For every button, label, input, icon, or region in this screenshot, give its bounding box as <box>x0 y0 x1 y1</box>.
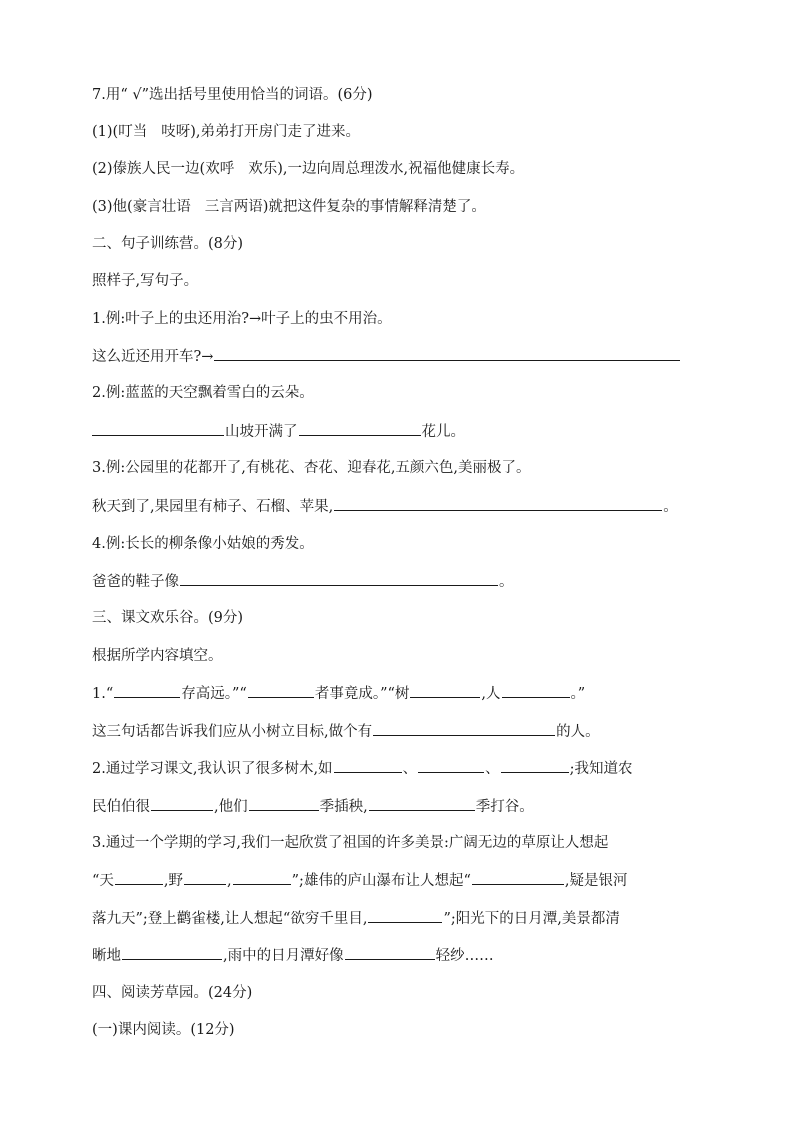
answer-blank[interactable] <box>334 495 662 511</box>
answer-blank[interactable] <box>369 795 475 811</box>
section2-task-1 <box>92 345 681 367</box>
answer-blank[interactable] <box>345 944 435 960</box>
answer-blank[interactable] <box>92 420 224 436</box>
q3-line2-text-a: “天 <box>92 873 114 889</box>
q3-line3-text-a: 落九天”;登上鹳雀楼,让人想起“欲穷千里目, <box>92 911 368 927</box>
q1-part-d: ,人 <box>481 686 501 702</box>
q1-part-b: 存高远。”“ <box>181 686 247 702</box>
section3-q3-line4 <box>92 944 494 966</box>
q3-line3-text-b: ”;阳光下的日月潭,美景都清 <box>443 911 620 927</box>
q3-line2-text-b: ,野 <box>163 873 184 889</box>
task-1-prompt: 这么近还用开车?→ <box>92 349 214 365</box>
section3-q2 <box>92 757 632 779</box>
task-2-text-b: 花儿。 <box>421 424 465 440</box>
answer-blank[interactable] <box>184 869 226 885</box>
task-4-text-b: 。 <box>499 574 514 590</box>
q3-line4-text-c: 轻纱…… <box>435 948 494 964</box>
answer-blank[interactable] <box>472 869 564 885</box>
answer-blank[interactable] <box>501 757 569 773</box>
answer-blank[interactable] <box>299 420 421 436</box>
q1-line2-text-b: 的人。 <box>556 724 600 740</box>
answer-blank[interactable] <box>151 795 213 811</box>
q1-part-e: 。” <box>570 686 586 702</box>
q3-line2-text-c: , <box>227 873 232 889</box>
section3-q3-line1: 3.通过一个学期的学习,我们一起欣赏了祖国的许多美景:广阔无边的草原让人想起 <box>92 835 609 851</box>
section2-example-3: 3.例:公园里的花都开了,有桃花、杏花、迎春花,五颜六色,美丽极了。 <box>92 460 531 476</box>
q7-item-3-part-a: (3)他(豪言壮语 <box>92 199 191 215</box>
q3-line2-text-d: ”;雄伟的庐山瀑布让人想起“ <box>291 873 471 889</box>
q7-item-3-part-b: 三言两语)就把这件复杂的事情解释清楚了。 <box>204 199 486 215</box>
answer-blank[interactable] <box>233 869 291 885</box>
q1-part-a: 1.“ <box>92 686 114 702</box>
section2-example-4: 4.例:长长的柳条像小姑娘的秀发。 <box>92 536 314 552</box>
section3-title: 三、课文欢乐谷。(9分) <box>92 610 244 626</box>
answer-blank[interactable] <box>334 757 402 773</box>
q1-part-c: 者事竟成。”“树 <box>314 686 410 702</box>
answer-blank[interactable] <box>502 682 570 698</box>
answer-blank[interactable] <box>410 682 480 698</box>
section3-instruction: 根据所学内容填空。 <box>92 648 223 664</box>
q2-line2-text-a: 民伯伯很 <box>92 799 150 815</box>
section2-task-4 <box>92 570 514 592</box>
task-4-text-a: 爸爸的鞋子像 <box>92 574 179 590</box>
q2-line2-text-c: 季插秧, <box>319 799 368 815</box>
section2-example-2: 2.例:蓝蓝的天空飘着雪白的云朵。 <box>92 385 314 401</box>
q3-line2-text-e: ,疑是银河 <box>564 873 628 889</box>
answer-blank[interactable] <box>180 570 498 586</box>
q2-line2-text-d: 季打谷。 <box>475 799 534 815</box>
section4-subtitle: (一)课内阅读。(12分) <box>92 1022 235 1038</box>
section3-q1 <box>92 682 585 704</box>
section4-title: 四、阅读芳草园。(24分) <box>92 985 253 1001</box>
section2-task-3 <box>92 495 678 517</box>
answer-blank[interactable] <box>418 757 484 773</box>
q2-text-a: 2.通过学习课文,我认识了很多树木,如 <box>92 761 333 777</box>
section3-q1-line2 <box>92 720 600 742</box>
q3-line4-text-a: 晰地 <box>92 948 121 964</box>
answer-blank[interactable] <box>373 720 555 736</box>
answer-blank[interactable] <box>248 682 314 698</box>
q7-item-1-part-a: (1)(叮当 <box>92 124 148 140</box>
q2-separator: 、 <box>402 761 418 777</box>
answer-blank[interactable] <box>114 682 180 698</box>
q1-line2-text-a: 这三句话都告诉我们应从小树立目标,做个有 <box>92 724 373 740</box>
q7-title: 7.用“ √”选出括号里使用恰当的词语。(6分) <box>92 87 373 103</box>
section2-example-1: 1.例:叶子上的虫还用治?→叶子上的虫不用治。 <box>92 311 392 327</box>
answer-blank[interactable] <box>115 869 163 885</box>
q2-text-b: ;我知道农 <box>569 761 633 777</box>
q3-line4-text-b: ,雨中的日月潭好像 <box>223 948 344 964</box>
task-2-text-a: 山坡开满了 <box>225 424 298 440</box>
answer-blank[interactable] <box>368 907 442 923</box>
section2-task-2 <box>92 420 465 442</box>
section3-q3-line2 <box>92 869 627 891</box>
answer-blank[interactable] <box>249 795 319 811</box>
section2-title: 二、句子训练营。(8分) <box>92 236 244 252</box>
answer-blank[interactable] <box>214 345 680 361</box>
q7-item-2-part-a: (2)傣族人民一边(欢呼 <box>92 161 235 177</box>
q7-item-1-part-b: 吱呀),弟弟打开房门走了进来。 <box>161 124 360 140</box>
q7-item-1 <box>92 121 360 143</box>
task-3-text-a: 秋天到了,果园里有柿子、石榴、苹果, <box>92 499 334 515</box>
q2-separator: 、 <box>485 761 500 777</box>
section3-q2-line2 <box>92 795 534 817</box>
section3-q3-line3 <box>92 907 620 929</box>
task-3-text-b: 。 <box>663 499 678 515</box>
section2-instruction: 照样子,写句子。 <box>92 273 199 289</box>
q2-line2-text-b: ,他们 <box>214 799 248 815</box>
q7-item-2 <box>92 158 524 180</box>
q7-item-2-part-b: 欢乐),一边向周总理泼水,祝福他健康长寿。 <box>248 161 525 177</box>
answer-blank[interactable] <box>122 944 222 960</box>
q7-item-3 <box>92 196 486 218</box>
